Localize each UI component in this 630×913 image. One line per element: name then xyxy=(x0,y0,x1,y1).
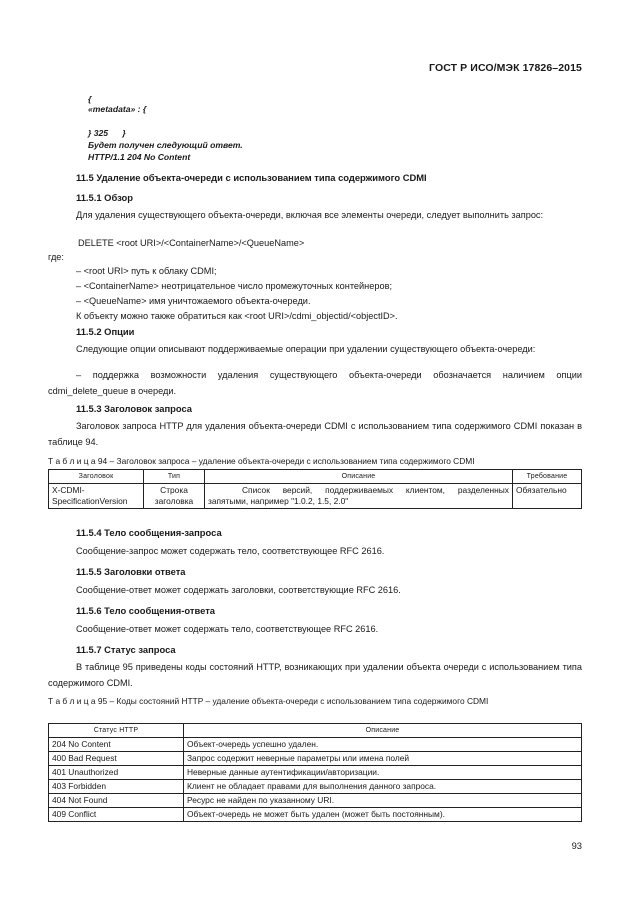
page-number: 93 xyxy=(571,840,582,851)
table-header: Статус HTTP xyxy=(49,724,184,738)
table-row xyxy=(49,484,582,509)
code-line: «metadata» : { xyxy=(88,104,147,114)
table-cell: Неверные данные аутентификации/авторизации. xyxy=(184,766,582,780)
table-cell: X-CDMI-SpecificationVersion xyxy=(49,484,144,509)
table-cell: Клиент не обладает правами для выполнения данного запроса. xyxy=(184,780,582,794)
table-row xyxy=(49,794,582,808)
table-row xyxy=(49,780,582,794)
code-line: { xyxy=(88,94,92,104)
paragraph: Сообщение-запрос может содержать тело, соответствующее RFC 2616. xyxy=(76,546,385,556)
page-header: ГОСТ Р ИСО/МЭК 17826–2015 xyxy=(429,62,582,74)
code-line: Будет получен следующий ответ. xyxy=(88,140,243,150)
table-header: Тип xyxy=(144,470,205,484)
paragraph: Для удаления существующего объекта-очереди, включая все элементы очереди, следует выполнить запрос: xyxy=(76,210,544,220)
table-header: Заголовок xyxy=(49,470,144,484)
delete-request-line: DELETE <root URI>/<ContainerName>/<QueueName> xyxy=(78,238,305,248)
paragraph: Следующие опции описывают поддерживаемые операции при удалении существующего объекта-очереди: xyxy=(76,344,536,354)
list-item: – <ContainerName> неотрицательное число промежуточных контейнеров; xyxy=(76,281,393,291)
table-94 xyxy=(48,469,582,509)
table-header: Требование xyxy=(513,470,582,484)
table-row xyxy=(49,808,582,822)
subsection-heading: 11.5.6 Тело сообщения-ответа xyxy=(76,605,216,616)
where-label: где: xyxy=(48,252,64,262)
table-cell: Ресурс не найден по указанному URI. xyxy=(184,794,582,808)
section-heading: 11.5 Удаление объекта-очереди с использованием типа содержимого CDMI xyxy=(76,172,427,183)
table-header: Описание xyxy=(205,470,513,484)
paragraph: Сообщение-ответ может содержать заголовки, соответствующие RFC 2616. xyxy=(76,585,401,595)
subsection-heading: 11.5.2 Опции xyxy=(76,326,135,337)
table-cell: 401 Unauthorized xyxy=(49,766,184,780)
table-row xyxy=(49,752,582,766)
list-item: – <root URI> путь к облаку CDMI; xyxy=(76,266,217,276)
table-cell: 400 Bad Request xyxy=(49,752,184,766)
subsection-heading: 11.5.3 Заголовок запроса xyxy=(76,403,193,414)
list-item: – <QueueName> имя уничтожаемого объекта-очереди. xyxy=(76,296,311,306)
table-row xyxy=(49,766,582,780)
table-cell: 404 Not Found xyxy=(49,794,184,808)
table-95 xyxy=(48,723,582,822)
table-cell: 204 No Content xyxy=(49,738,184,752)
table-cell: Запрос содержит неверные параметры или имена полей xyxy=(184,752,582,766)
paragraph: – поддержка возможности удаления существующего объекта-очереди обозначается наличием опции cdmi_delete_queue в очереди. xyxy=(48,370,582,396)
paragraph: К объекту можно также обратиться как <root URI>/cdmi_objectid/<objectID>. xyxy=(76,311,398,321)
subsection-heading: 11.5.1 Обзор xyxy=(76,192,133,203)
code-line: } 325 } xyxy=(88,128,126,138)
table-cell: Список версий, поддерживаемых клиентом, разделенных запятыми, например "1.0.2, 1.5, 2.0" xyxy=(205,484,513,509)
table-cell: Строка заголовка xyxy=(144,484,205,509)
table-cell: 409 Conflict xyxy=(49,808,184,822)
paragraph: В таблице 95 приведены коды состояний HTTP, возникающих при удалении объекта очереди с использованием типа содержимого CDMI. xyxy=(48,662,582,688)
table-caption: Т а б л и ц а 94 – Заголовок запроса – удаление объекта-очереди с использованием типа содержимого CDMI xyxy=(48,456,475,466)
paragraph: Сообщение-ответ может содержать тело, соответствующее RFC 2616. xyxy=(76,624,379,634)
code-line: HTTP/1.1 204 No Content xyxy=(88,152,191,162)
subsection-heading: 11.5.5 Заголовки ответа xyxy=(76,566,186,577)
subsection-heading: 11.5.7 Статус запроса xyxy=(76,644,176,655)
table-row xyxy=(49,738,582,752)
table-cell: Обязательно xyxy=(513,484,582,509)
table-caption: Т а б л и ц а 95 – Коды состояний HTTP – удаление объекта-очереди с использованием типа содержимого CDMI xyxy=(48,696,489,706)
paragraph: Заголовок запроса HTTP для удаления объекта-очереди CDMI с использованием типа содержимого CDMI показан в таблице 94. xyxy=(48,421,582,447)
table-cell: Объект-очередь успешно удален. xyxy=(184,738,582,752)
table-header: Описание xyxy=(184,724,582,738)
table-cell: Объект-очередь не может быть удален (может быть постоянным). xyxy=(184,808,582,822)
table-cell: 403 Forbidden xyxy=(49,780,184,794)
subsection-heading: 11.5.4 Тело сообщения-запроса xyxy=(76,527,222,538)
